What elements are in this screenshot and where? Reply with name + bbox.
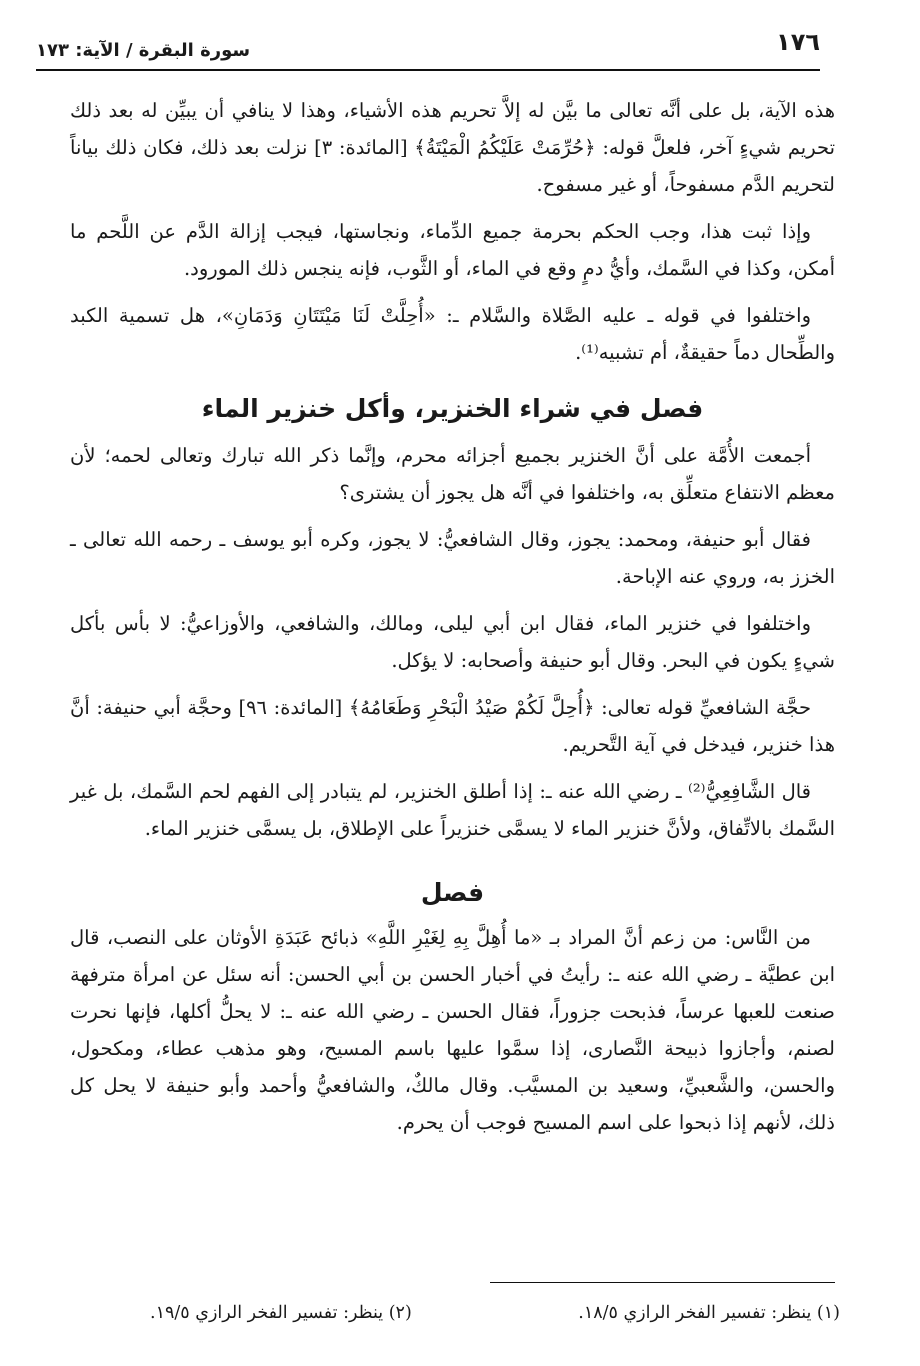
paragraph: من النَّاس: من زعم أنَّ المراد بـ «ما أُهِلَّ بِهِ لِغَيْرِ اللَّهِ» ذبائح عَبَدَةِ الأوثان على النصب، قال ابن عطيَّة ـ رضي الله عنه ـ: رأيتُ في أخبار الحسن بن أبي الحسن: أنه سئل عن امرأة مترفهة صنعت للعبها عرساً، فذبحت جزوراً، فقال الحسن ـ رضي الله عنه ـ: لا يحلُّ أكلها، فإنها نحرت لصنم، وأجازوا ذبيحة النَّصارى، إذا سمَّوا عليها باسم المسيح، وهو مذهب عطاء، ومكحول، والحسن، والشَّعبيِّ، وسعيد بن المسيَّب. وقال مالكٌ، والشافعيُّ وأحمد وأبو حنيفة لا يحل كل ذلك، لأنهم إذا ذبحوا على اسم المسيح فوجب أن يحرم.	[70, 926, 835, 1134]
page-body	[70, 92, 835, 1151]
footnote: (٢) ينظر: تفسير الفخر الرازي ١٩/٥.	[150, 1303, 412, 1323]
paragraph: واختلفوا في قوله ـ عليه الصَّلاة والسَّلام ـ: «أُحِلَّتْ لَنَا مَيْتَتَانِ وَدَمَانِ»، هل تسمية الكبد والطِّحال دماً حقيقةٌ، أم تشبيه⁽¹⁾.	[70, 304, 835, 364]
paragraph: فقال أبو حنيفة، ومحمد: يجوز، وقال الشافعيُّ: لا يجوز، وكره أبو يوسف ـ رحمه الله تعالى ـ الخزز به، وروي عنه الإباحة.	[70, 528, 835, 588]
paragraph: هذه الآية، بل على أنَّه تعالى ما بيَّن له إلاَّ تحريم هذه الأشياء، وهذا لا ينافي أن يبيِّن له بعد ذلك تحريم شيءٍ آخر، فلعلَّ قوله: ﴿حُرِّمَتْ عَلَيْكُمُ الْمَيْتَةُ﴾ [المائدة: ٣] نزلت بعد ذلك، فكان ذلك بياناً لتحريم الدَّم مسفوحاً، أو غير مسفوح.	[70, 99, 836, 196]
section-heading: فصل في شراء الخنزير، وأكل خنزير الماء	[201, 394, 704, 423]
footnote: (١) ينظر: تفسير الفخر الرازي ١٨/٥.	[578, 1303, 840, 1323]
page-header	[36, 22, 820, 72]
paragraph: وإذا ثبت هذا، وجب الحكم بحرمة جميع الدِّماء، ونجاستها، فيجب إزالة الدَّم عن اللَّحم ما أمكن، وكذا في السَّمك، وأيُّ دمٍ وقع في الماء، أو الثَّوب، فإنه ينجس ذلك المورود.	[70, 220, 835, 280]
footnote-rule	[490, 1282, 835, 1283]
paragraph: حجَّة الشافعيِّ قوله تعالى: ﴿أُحِلَّ لَكُمْ صَيْدُ الْبَحْرِ وَطَعَامُهُ﴾ [المائدة: ٩٦] وحجَّة أبي حنيفة: أنَّ هذا خنزير، فيدخل في آية التَّحريم.	[70, 696, 835, 756]
header-rule	[36, 69, 820, 71]
paragraph: قال الشَّافِعِيُّ⁽²⁾ ـ رضي الله عنه ـ: إذا أطلق الخنزير، لم يتبادر إلى الفهم لحم السَّمك، بل غير السَّمك بالاتِّفاق، ولأنَّ خنزير الماء لا يسمَّى خنزيراً على الإطلاق، بل يسمَّى خنزير الماء.	[70, 780, 835, 840]
running-title: سورة البقرة / الآية: ١٧٣	[36, 40, 251, 61]
section-heading: فصل	[420, 878, 485, 907]
paragraph: أجمعت الأُمَّة على أنَّ الخنزير بجميع أجزائه محرم، وإنَّما ذكر الله تبارك وتعالى لحمه؛ لأن معظم الانتفاع متعلِّق به، واختلفوا في أنَّه هل يجوز أن يشترى؟	[70, 444, 835, 504]
paragraph: واختلفوا في خنزير الماء، فقال ابن أبي ليلى، ومالك، والشافعي، والأوزاعيُّ: لا بأس بأكل شيءٍ يكون في البحر. وقال أبو حنيفة وأصحابه: لا يؤكل.	[70, 612, 835, 672]
footnotes	[150, 1300, 840, 1326]
page-number: ١٧٦	[776, 28, 820, 56]
